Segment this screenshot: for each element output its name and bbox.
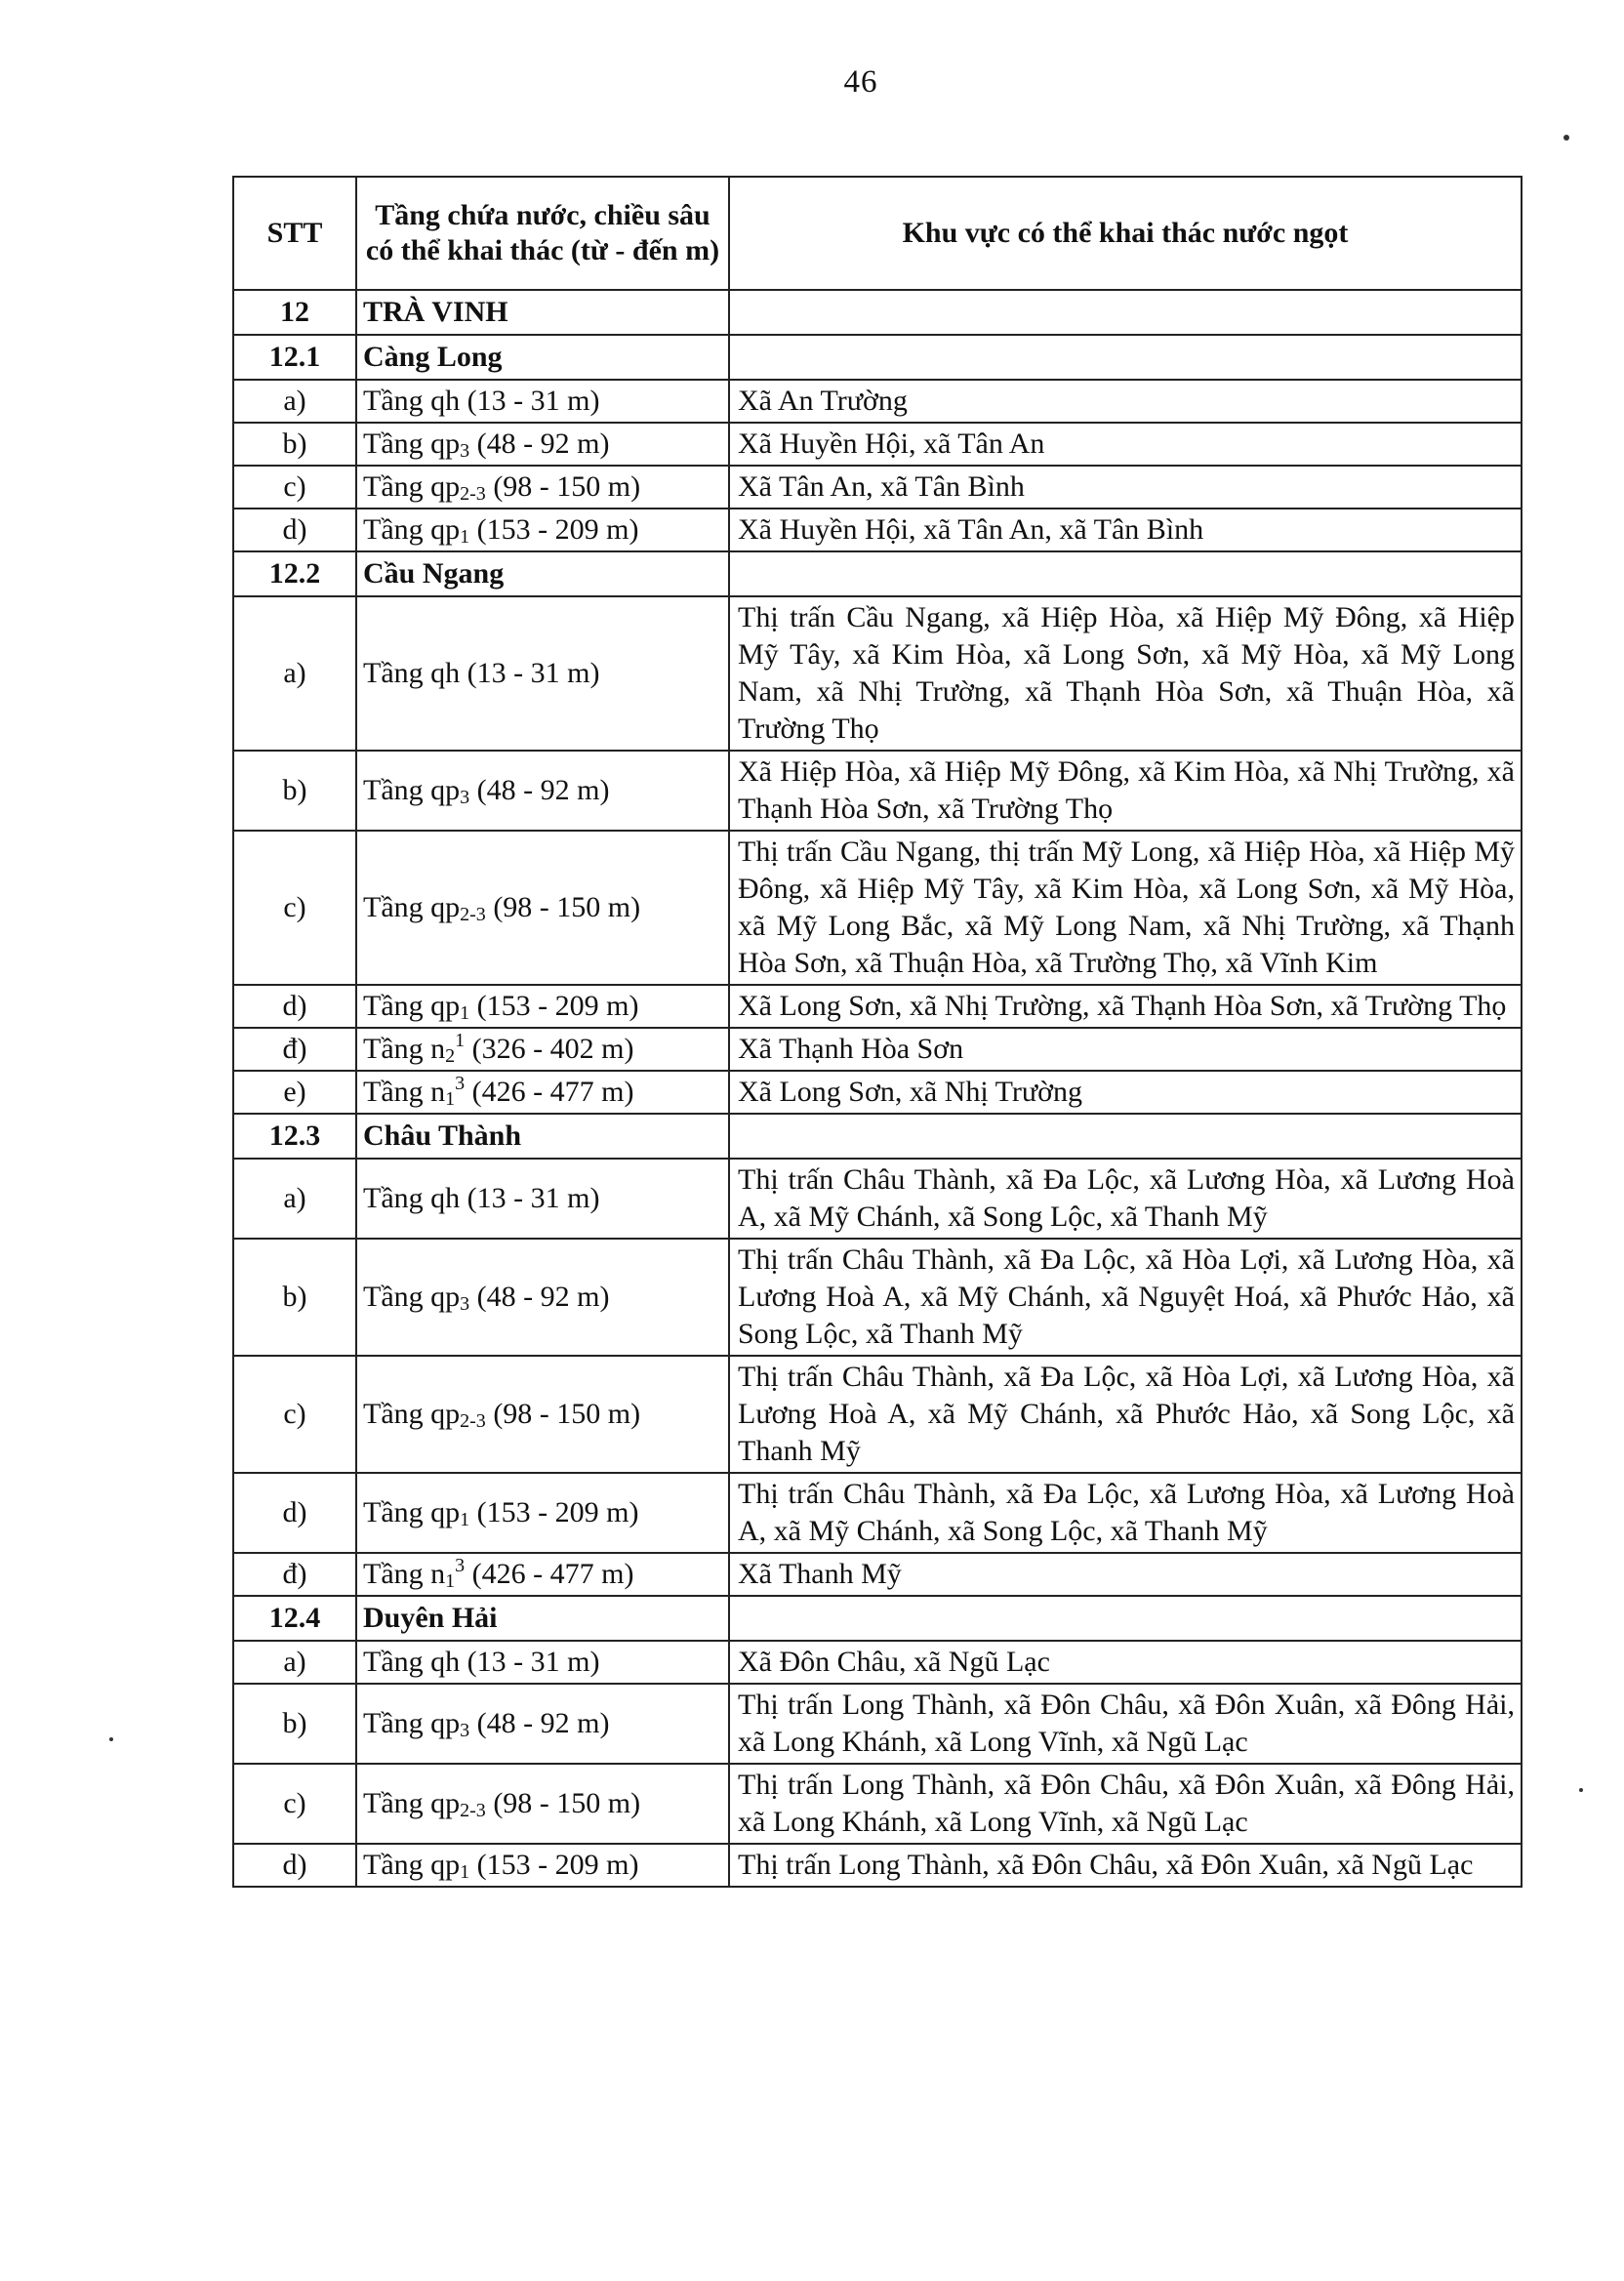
district-area	[729, 335, 1522, 380]
province-area	[729, 290, 1522, 335]
row-stt: a)	[233, 1159, 356, 1239]
district-name: Càng Long	[356, 335, 729, 380]
layer-depth: (153 - 209 m)	[469, 990, 639, 1022]
area-cell: Thị trấn Cầu Ngang, thị trấn Mỹ Long, xã Hiệp Hòa, xã Hiệp Mỹ Đông, xã Hiệp Mỹ Tây, xã Kim Hòa, xã Long Sơn, xã Mỹ Hòa, xã Mỹ Long Bắc, xã Mỹ Long Nam, xã Nhị Trường, xã Thạnh Hòa Sơn, xã Thuận Hòa, xã Trường Thọ, xã Vĩnh Kim	[729, 831, 1522, 985]
area-cell: Xã Huyền Hội, xã Tân An	[729, 423, 1522, 466]
aquifer-cell	[356, 1764, 729, 1844]
layer-name: Tầng n	[363, 1558, 446, 1590]
row-stt: d)	[233, 985, 356, 1028]
row-stt: c)	[233, 1356, 356, 1473]
row-stt: c)	[233, 466, 356, 509]
row-stt: b)	[233, 1239, 356, 1356]
header-aquifer: Tầng chứa nước, chiều sâu có thể khai thác (từ - đến m)	[356, 177, 729, 290]
aquifer-cell	[356, 1553, 729, 1596]
area-cell: Thị trấn Châu Thành, xã Đa Lộc, xã Lương Hòa, xã Lương Hoà A, xã Mỹ Chánh, xã Song Lộc, xã Thanh Mỹ	[729, 1159, 1522, 1239]
province-name: TRÀ VINH	[356, 290, 729, 335]
table-row	[233, 423, 1522, 466]
area-cell: Xã Long Sơn, xã Nhị Trường	[729, 1071, 1522, 1114]
layer-subscript: 2-3	[460, 904, 486, 925]
layer-name: Tầng qp	[363, 774, 461, 806]
layer-subscript: 2-3	[460, 1800, 486, 1821]
table-row	[233, 509, 1522, 551]
layer-subscript: 1	[445, 1570, 456, 1592]
area-cell: Thị trấn Long Thành, xã Đôn Châu, xã Đôn Xuân, xã Đông Hải, xã Long Khánh, xã Long Vĩnh, xã Ngũ Lạc	[729, 1764, 1522, 1844]
layer-depth: (98 - 150 m)	[485, 891, 641, 923]
district-name: Duyên Hải	[356, 1596, 729, 1641]
layer-name: Tầng n	[363, 1033, 446, 1065]
layer-depth: (48 - 92 m)	[469, 1281, 610, 1313]
area-cell: Thị trấn Châu Thành, xã Đa Lộc, xã Hòa Lợi, xã Lương Hòa, xã Lương Hoà A, xã Mỹ Chánh, xã Nguyệt Hoá, xã Phước Hảo, xã Song Lộc, xã Thanh Mỹ	[729, 1239, 1522, 1356]
aquifer-cell	[356, 509, 729, 551]
row-stt: e)	[233, 1071, 356, 1114]
layer-name: Tầng qp	[363, 990, 461, 1022]
layer-subscript: 1	[445, 1088, 456, 1110]
layer-subscript: 3	[460, 1720, 470, 1741]
area-cell: Thị trấn Long Thành, xã Đôn Châu, xã Đôn Xuân, xã Ngũ Lạc	[729, 1844, 1522, 1887]
table-row	[233, 1641, 1522, 1684]
layer-name: Tầng qp	[363, 1787, 461, 1819]
layer-subscript: 3	[460, 1293, 470, 1315]
district-stt: 12.3	[233, 1114, 356, 1159]
layer-depth: (98 - 150 m)	[485, 470, 641, 503]
layer-superscript: 3	[455, 1073, 466, 1094]
district-name: Cầu Ngang	[356, 551, 729, 596]
table-row	[233, 1028, 1522, 1071]
groundwater-table	[232, 176, 1522, 1888]
aquifer-cell	[356, 1356, 729, 1473]
table-row	[233, 1684, 1522, 1764]
table-body	[233, 290, 1522, 1887]
layer-subscript: 1	[460, 526, 470, 548]
layer-depth: (426 - 477 m)	[465, 1558, 634, 1590]
aquifer-cell	[356, 1159, 729, 1239]
aquifer-cell	[356, 1641, 729, 1684]
aquifer-cell	[356, 1473, 729, 1553]
aquifer-cell	[356, 1239, 729, 1356]
header-area: Khu vực có thể khai thác nước ngọt	[729, 177, 1522, 290]
layer-depth: (326 - 402 m)	[465, 1033, 634, 1065]
row-stt: b)	[233, 1684, 356, 1764]
row-stt: d)	[233, 1473, 356, 1553]
table-row	[233, 380, 1522, 423]
layer-superscript: 3	[455, 1555, 466, 1576]
aquifer-cell	[356, 1844, 729, 1887]
layer-name: Tầng qp	[363, 1281, 461, 1313]
layer-name: Tầng qp	[363, 1707, 461, 1739]
area-cell: Xã Huyền Hội, xã Tân An, xã Tân Bình	[729, 509, 1522, 551]
aquifer-cell	[356, 380, 729, 423]
table-row	[233, 1239, 1522, 1356]
layer-depth: (13 - 31 m)	[460, 657, 600, 689]
district-row	[233, 1114, 1522, 1159]
layer-name: Tầng qh	[363, 385, 461, 417]
area-cell: Xã Hiệp Hòa, xã Hiệp Mỹ Đông, xã Kim Hòa, xã Nhị Trường, xã Thạnh Hòa Sơn, xã Trường Thọ	[729, 751, 1522, 831]
table-row	[233, 1844, 1522, 1887]
layer-name: Tầng qp	[363, 428, 461, 460]
aquifer-cell	[356, 596, 729, 751]
row-stt: a)	[233, 596, 356, 751]
row-stt: d)	[233, 509, 356, 551]
table-row	[233, 1159, 1522, 1239]
layer-depth: (98 - 150 m)	[485, 1787, 641, 1819]
aquifer-cell	[356, 751, 729, 831]
layer-name: Tầng qp	[363, 891, 461, 923]
table-row	[233, 1071, 1522, 1114]
aquifer-cell	[356, 423, 729, 466]
layer-depth: (48 - 92 m)	[469, 774, 610, 806]
layer-subscript: 3	[460, 440, 470, 462]
layer-subscript: 1	[460, 1002, 470, 1024]
district-stt: 12.1	[233, 335, 356, 380]
layer-subscript: 3	[460, 787, 470, 808]
aquifer-cell	[356, 1028, 729, 1071]
area-cell: Xã Tân An, xã Tân Bình	[729, 466, 1522, 509]
layer-name: Tầng n	[363, 1076, 446, 1108]
layer-subscript: 2	[445, 1045, 456, 1067]
table-row	[233, 985, 1522, 1028]
layer-depth: (426 - 477 m)	[465, 1076, 634, 1108]
district-stt: 12.4	[233, 1596, 356, 1641]
aquifer-cell	[356, 831, 729, 985]
aquifer-cell	[356, 1684, 729, 1764]
district-area	[729, 1114, 1522, 1159]
layer-superscript: 1	[455, 1030, 466, 1051]
district-row	[233, 335, 1522, 380]
table-row	[233, 1473, 1522, 1553]
row-stt: đ)	[233, 1028, 356, 1071]
layer-depth: (48 - 92 m)	[469, 428, 610, 460]
table-row	[233, 831, 1522, 985]
layer-name: Tầng qp	[363, 1398, 461, 1430]
table-row	[233, 596, 1522, 751]
row-stt: c)	[233, 1764, 356, 1844]
row-stt: b)	[233, 751, 356, 831]
layer-depth: (13 - 31 m)	[460, 1646, 600, 1678]
row-stt: a)	[233, 380, 356, 423]
layer-depth: (13 - 31 m)	[460, 1182, 600, 1214]
area-cell: Xã Long Sơn, xã Nhị Trường, xã Thạnh Hòa Sơn, xã Trường Thọ	[729, 985, 1522, 1028]
area-cell: Xã Thanh Mỹ	[729, 1553, 1522, 1596]
area-cell: Xã An Trường	[729, 380, 1522, 423]
layer-name: Tầng qh	[363, 1182, 461, 1214]
table-row	[233, 1356, 1522, 1473]
table-row	[233, 1553, 1522, 1596]
district-row	[233, 551, 1522, 596]
scan-speck	[109, 1737, 113, 1741]
row-stt: b)	[233, 423, 356, 466]
area-cell: Thị trấn Long Thành, xã Đôn Châu, xã Đôn Xuân, xã Đông Hải, xã Long Khánh, xã Long Vĩnh, xã Ngũ Lạc	[729, 1684, 1522, 1764]
layer-name: Tầng qh	[363, 1646, 461, 1678]
layer-name: Tầng qp	[363, 513, 461, 546]
province-row	[233, 290, 1522, 335]
district-area	[729, 551, 1522, 596]
area-cell: Thị trấn Châu Thành, xã Đa Lộc, xã Hòa Lợi, xã Lương Hòa, xã Lương Hoà A, xã Mỹ Chánh, xã Phước Hảo, xã Song Lộc, xã Thanh Mỹ	[729, 1356, 1522, 1473]
layer-subscript: 2-3	[460, 483, 486, 505]
layer-subscript: 2-3	[460, 1410, 486, 1432]
aquifer-cell	[356, 985, 729, 1028]
row-stt: a)	[233, 1641, 356, 1684]
layer-name: Tầng qp	[363, 1496, 461, 1528]
district-name: Châu Thành	[356, 1114, 729, 1159]
table-row	[233, 1764, 1522, 1844]
table-row	[233, 751, 1522, 831]
scan-speck	[1579, 1788, 1583, 1792]
layer-depth: (153 - 209 m)	[469, 1849, 639, 1881]
layer-depth: (48 - 92 m)	[469, 1707, 610, 1739]
layer-subscript: 1	[460, 1861, 470, 1883]
area-cell: Thị trấn Châu Thành, xã Đa Lộc, xã Lương Hòa, xã Lương Hoà A, xã Mỹ Chánh, xã Song Lộc, xã Thanh Mỹ	[729, 1473, 1522, 1553]
page-number: 46	[843, 64, 878, 100]
layer-name: Tầng qh	[363, 657, 461, 689]
row-stt: d)	[233, 1844, 356, 1887]
area-cell: Thị trấn Cầu Ngang, xã Hiệp Hòa, xã Hiệp Mỹ Đông, xã Hiệp Mỹ Tây, xã Kim Hòa, xã Long Sơn, xã Mỹ Hòa, xã Mỹ Long Nam, xã Nhị Trường, xã Thạnh Hòa Sơn, xã Thuận Hòa, xã Trường Thọ	[729, 596, 1522, 751]
layer-depth: (153 - 209 m)	[469, 1496, 639, 1528]
layer-name: Tầng qp	[363, 1849, 461, 1881]
aquifer-cell	[356, 466, 729, 509]
layer-depth: (98 - 150 m)	[485, 1398, 641, 1430]
layer-name: Tầng qp	[363, 470, 461, 503]
area-cell: Xã Thạnh Hòa Sơn	[729, 1028, 1522, 1071]
layer-depth: (153 - 209 m)	[469, 513, 639, 546]
district-area	[729, 1596, 1522, 1641]
table-row	[233, 466, 1522, 509]
aquifer-cell	[356, 1071, 729, 1114]
province-stt: 12	[233, 290, 356, 335]
row-stt: c)	[233, 831, 356, 985]
table-header-row	[233, 177, 1522, 290]
header-stt: STT	[233, 177, 356, 290]
district-row	[233, 1596, 1522, 1641]
district-stt: 12.2	[233, 551, 356, 596]
scan-speck	[1563, 135, 1569, 141]
row-stt: đ)	[233, 1553, 356, 1596]
layer-depth: (13 - 31 m)	[460, 385, 600, 417]
layer-subscript: 1	[460, 1509, 470, 1530]
area-cell: Xã Đôn Châu, xã Ngũ Lạc	[729, 1641, 1522, 1684]
